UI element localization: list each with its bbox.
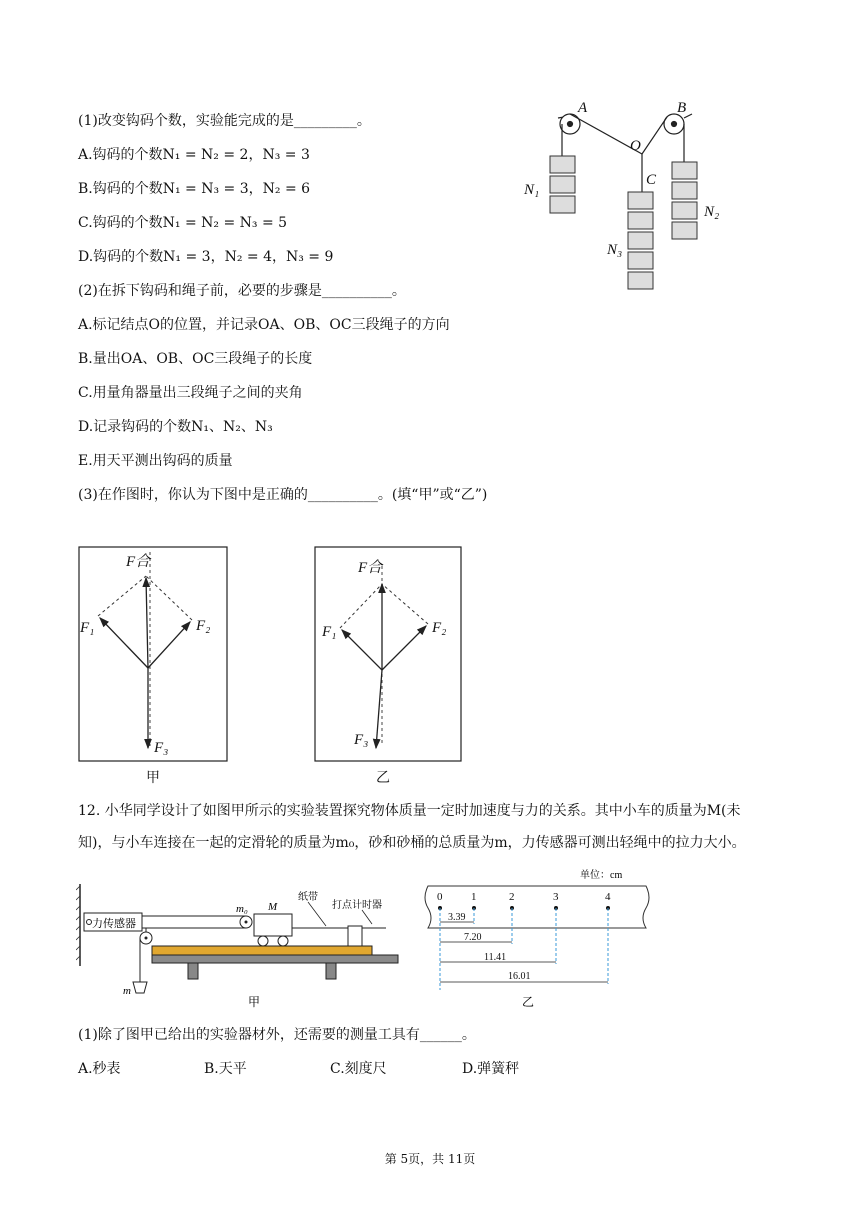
label-f-sum: F合: [126, 554, 151, 570]
label-o: O: [630, 138, 641, 154]
q12-part1-stem: (1)除了图甲已给出的实验器材外，还需要的测量工具有______。: [78, 1027, 476, 1043]
tape-label: 纸带: [298, 892, 318, 903]
point-label: 1: [471, 891, 477, 903]
q12-stem-line1: 12. 小华同学设计了如图甲所示的实验装置探究物体质量一定时加速度与力的关系。其中小车的质量为M(未: [78, 803, 741, 819]
point-label: 4: [605, 891, 611, 903]
caption-tape: 乙: [522, 995, 535, 1009]
q11-part2-option-e: E.用天平测出钩码的质量: [78, 453, 233, 469]
caption-yi: 乙: [376, 771, 390, 786]
label-n3: N₃: [607, 242, 623, 258]
label-a: A: [578, 100, 588, 116]
q11-part1-option-c: C.钩码的个数N₁ = N₂ = N₃ = 5: [78, 215, 288, 231]
label-f3: F₃: [154, 740, 169, 756]
label-f2: F₂: [196, 618, 211, 634]
q12-part1-option-d: D.弹簧秤: [462, 1061, 520, 1077]
distance-label: 11.41: [484, 952, 507, 963]
point-label: 3: [553, 891, 559, 903]
q12-part1-option-a: A.秒表: [78, 1061, 121, 1077]
sensor-label: 力传感器: [92, 918, 136, 930]
m0-label: m₀: [236, 903, 248, 915]
cart-mass-label: M: [268, 901, 278, 913]
apparatus-diagram: [76, 880, 402, 1010]
q12-stem-line2: 知)，与小车连接在一起的定滑轮的质量为m₀，砂和砂桶的总质量为m，力传感器可测出轻绳中的拉力大小。: [78, 835, 746, 851]
q12-part1-option-b: B.天平: [204, 1061, 247, 1077]
label-f1: F₁: [80, 620, 95, 636]
distance-label: 7.20: [464, 932, 482, 943]
label-b: B: [677, 100, 687, 116]
q11-part1-option-b: B.钩码的个数N₁ = N₃ = 3，N₂ = 6: [78, 181, 311, 197]
force-diagram-jia: [78, 546, 228, 786]
distance-label: 16.01: [508, 971, 531, 982]
q11-part3-stem: (3)在作图时，你认为下图中是正确的__________。(填“甲”或“乙”): [78, 487, 488, 503]
q11-part1-stem: (1)改变钩码个数，实验能完成的是_________。: [78, 113, 371, 129]
label-n2: N₂: [704, 204, 720, 220]
timer-label: 打点计时器: [332, 900, 382, 911]
force-diagram-yi: [314, 546, 464, 786]
q11-part2-option-b: B.量出OA、OB、OC三段绳子的长度: [78, 351, 313, 367]
label-f2: F₂: [432, 620, 447, 636]
label-f-sum: F合: [358, 560, 383, 576]
point-label: 2: [509, 891, 515, 903]
q11-part2-option-d: D.记录钩码的个数N₁、N₂、N₃: [78, 419, 273, 435]
point-label: 0: [437, 891, 443, 903]
q11-part1-option-a: A.钩码的个数N₁ = N₂ = 2，N₃ = 3: [78, 147, 310, 163]
label-f3: F₃: [354, 732, 369, 748]
pulley-diagram: [520, 94, 720, 300]
q11-part2-option-c: C.用量角器量出三段绳子之间的夹角: [78, 385, 303, 401]
label-f1: F₁: [322, 624, 337, 640]
caption-apparatus: 甲: [248, 995, 261, 1009]
q11-part1-option-d: D.钩码的个数N₁ = 3，N₂ = 4，N₃ = 9: [78, 249, 334, 265]
unit-label: 单位：cm: [580, 870, 623, 881]
distance-label: 3.39: [448, 912, 466, 923]
q12-part1-option-c: C.刻度尺: [330, 1061, 387, 1077]
page-footer: 第 5页，共 11页: [384, 1152, 476, 1166]
label-c: C: [646, 172, 657, 188]
tape-diagram: [424, 862, 660, 1012]
caption-jia: 甲: [146, 771, 160, 786]
m-label: m: [123, 985, 131, 997]
q11-part2-option-a: A.标记结点O的位置，并记录OA、OB、OC三段绳子的方向: [78, 317, 450, 333]
q11-part2-stem: (2)在拆下钩码和绳子前，必要的步骤是__________。: [78, 283, 406, 299]
label-n1: N₁: [524, 182, 540, 198]
